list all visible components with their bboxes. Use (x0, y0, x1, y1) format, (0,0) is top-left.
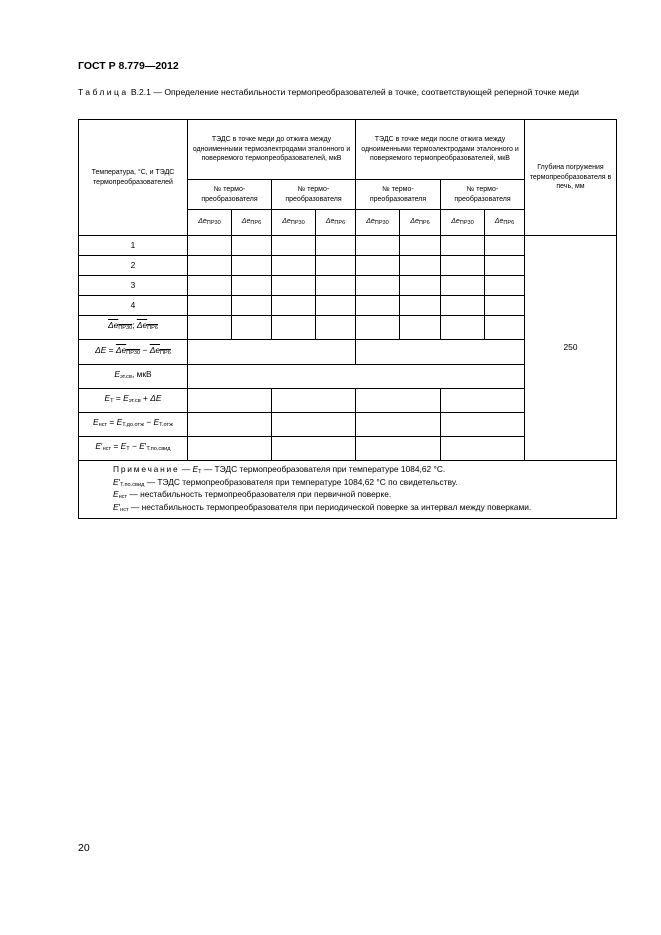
header-emf-after: ТЭДС в точке меди после отжига между одноименными термоэлектродами эталонного и поверяемого термопреобразователей, мкВ (356, 120, 525, 180)
row-label-e-nst: Eнст = EТ.до.отж − EТ.отж (79, 413, 188, 437)
note-line-3: Eнст — нестабильность термопреобразователя при первичной поверке. (113, 489, 392, 501)
document-code: ГОСТ Р 8.779—2012 (78, 60, 179, 72)
caption-text: В.2.1 — Определение нестабильности термопреобразователей в точке, соответствующей реперной точке меди (130, 87, 579, 97)
row-label-4: 4 (79, 296, 188, 316)
header-delta-e-pr30: ΔeПР30 (188, 210, 232, 236)
row-label-mean: ΔeПР30; ΔeПР6 (79, 316, 188, 340)
row-label-e-nst-prime: E′нст = EТ − E′Т.по.свид (79, 437, 188, 461)
header-delta-e-pr30: ΔeПР30 (441, 210, 485, 236)
header-thermo-number: № термопреобразователя (188, 180, 272, 210)
row-label-1: 1 (79, 236, 188, 256)
table-note (79, 461, 617, 519)
row-label-delta-e: ΔE = ΔeПР30 − ΔeПР6 (79, 340, 188, 365)
header-delta-e-pr6: ΔeПР6 (485, 210, 525, 236)
note-line-1: Примечание — EТ — ТЭДС термопреобразователя при температуре 1084,62 °С. (113, 464, 446, 475)
header-depth: Глубина погружения термопреобразователя в печь, мм (525, 120, 617, 236)
header-thermo-number: № термопреобразователя (272, 180, 356, 210)
depth-value: 250 (525, 236, 617, 461)
header-delta-e-pr6: ΔeПР6 (316, 210, 356, 236)
header-emf-before: ТЭДС в точке меди до отжига между одноименными термоэлектродами эталонного и поверяемого термопреобразователей, мкВ (188, 120, 356, 180)
header-delta-e-pr30: ΔeПР30 (272, 210, 316, 236)
page-number: 20 (78, 842, 90, 854)
header-thermo-number: № термопреобразователя (356, 180, 441, 210)
row-label-2: 2 (79, 256, 188, 276)
note-line-2: E′Т.по.свид — ТЭДС термопреобразователя при температуре 1084,62 °С по свидетельству. (113, 476, 458, 488)
instability-table (78, 119, 617, 519)
header-thermo-number: № термопреобразователя (441, 180, 525, 210)
header-temperature: Температура, °С, и ТЭДС термопреобразователей (79, 120, 188, 236)
row-label-e-reference: Eэт.св, мкВ (79, 365, 188, 389)
header-delta-e-pr30: ΔeПР30 (356, 210, 400, 236)
caption-label: Таблица (78, 87, 129, 97)
header-delta-e-pr6: ΔeПР6 (400, 210, 441, 236)
row-label-3: 3 (79, 276, 188, 296)
row-label-e-t: EТ = Eэт.св + ΔE (79, 389, 188, 413)
header-delta-e-pr6: ΔeПР6 (232, 210, 272, 236)
note-line-4: E′нст — нестабильность термопреобразователя при периодической поверке за интервал между поверками. (113, 501, 532, 513)
table-caption (78, 87, 616, 98)
